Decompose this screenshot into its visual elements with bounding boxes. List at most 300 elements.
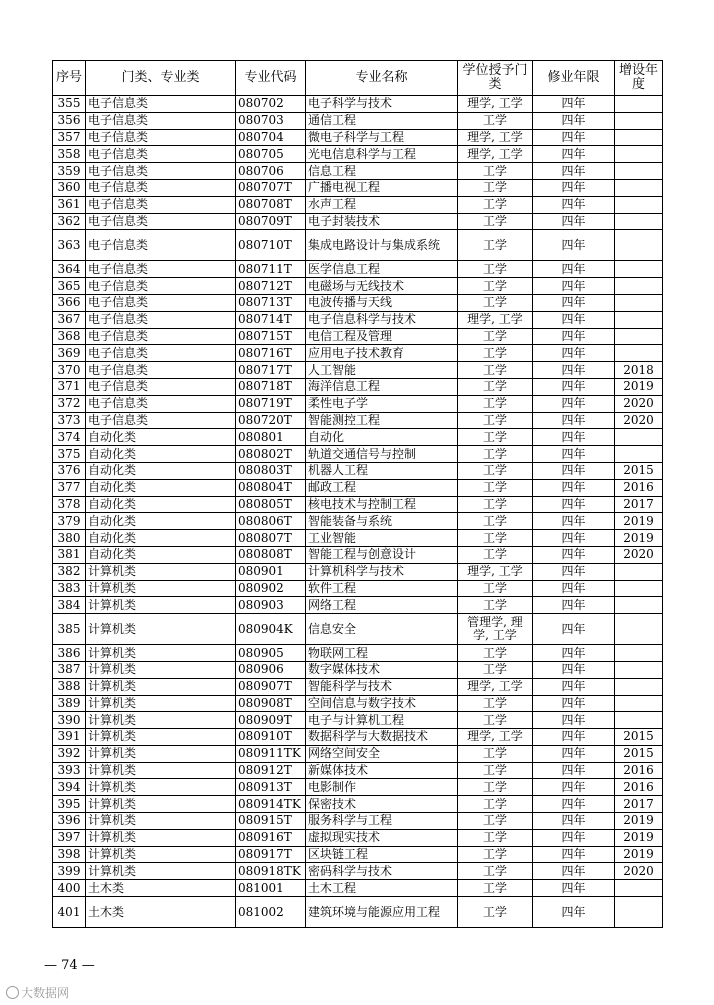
row-seq: 392: [53, 745, 86, 762]
row-category: 计算机类: [86, 863, 236, 880]
table-row: [53, 278, 663, 295]
row-category: 自动化类: [86, 546, 236, 563]
header-row: [53, 61, 663, 96]
row-duration: 四年: [533, 213, 615, 230]
row-category: 计算机类: [86, 846, 236, 863]
row-degree: 管理学, 理学, 工学: [458, 614, 533, 645]
row-duration: 四年: [533, 328, 615, 345]
row-duration: 四年: [533, 230, 615, 261]
row-category: 计算机类: [86, 712, 236, 729]
row-code: 080803T: [236, 462, 306, 479]
header-category: 门类、专业类: [86, 61, 236, 96]
row-name: 区块链工程: [306, 846, 458, 863]
row-seq: 397: [53, 829, 86, 846]
table-row: [53, 412, 663, 429]
row-year: 2018: [615, 362, 663, 379]
row-year: 2020: [615, 412, 663, 429]
table-row: [53, 897, 663, 928]
row-category: 电子信息类: [86, 146, 236, 163]
row-degree: 工学: [458, 294, 533, 311]
row-code: 080710T: [236, 230, 306, 261]
row-degree: 工学: [458, 813, 533, 830]
row-category: 电子信息类: [86, 328, 236, 345]
row-name: 人工智能: [306, 362, 458, 379]
table-row: [53, 446, 663, 463]
row-duration: 四年: [533, 294, 615, 311]
table-row: [53, 712, 663, 729]
header-code: 专业代码: [236, 61, 306, 96]
table-row: [53, 597, 663, 614]
row-year: [615, 179, 663, 196]
row-degree: 工学: [458, 645, 533, 662]
table-row: [53, 213, 663, 230]
row-code: 080907T: [236, 678, 306, 695]
row-seq: 373: [53, 412, 86, 429]
row-year: 2016: [615, 779, 663, 796]
row-category: 电子信息类: [86, 129, 236, 146]
table-row: [53, 695, 663, 712]
table-row: [53, 614, 663, 645]
row-category: 计算机类: [86, 563, 236, 580]
row-category: 电子信息类: [86, 362, 236, 379]
table-row: [53, 745, 663, 762]
row-seq: 368: [53, 328, 86, 345]
row-code: 080711T: [236, 261, 306, 278]
row-year: [615, 311, 663, 328]
row-duration: 四年: [533, 179, 615, 196]
row-name: 工业智能: [306, 530, 458, 547]
row-name: 新媒体技术: [306, 762, 458, 779]
table-row: [53, 261, 663, 278]
watermark-text: 大数据网: [21, 986, 70, 1000]
row-duration: 四年: [533, 378, 615, 395]
row-degree: 工学: [458, 513, 533, 530]
row-degree: 工学: [458, 880, 533, 897]
row-year: 2017: [615, 496, 663, 513]
row-code: 080908T: [236, 695, 306, 712]
row-code: 080713T: [236, 294, 306, 311]
row-degree: 工学: [458, 695, 533, 712]
row-duration: 四年: [533, 712, 615, 729]
row-seq: 393: [53, 762, 86, 779]
row-category: 计算机类: [86, 645, 236, 662]
row-category: 电子信息类: [86, 163, 236, 180]
row-category: 计算机类: [86, 661, 236, 678]
row-degree: 工学: [458, 429, 533, 446]
row-duration: 四年: [533, 829, 615, 846]
row-year: 2019: [615, 846, 663, 863]
row-degree: 工学: [458, 261, 533, 278]
table-row: [53, 678, 663, 695]
table-row: [53, 163, 663, 180]
table-row: [53, 813, 663, 830]
row-duration: 四年: [533, 846, 615, 863]
row-code: 080903: [236, 597, 306, 614]
row-name: 自动化: [306, 429, 458, 446]
row-degree: 工学: [458, 345, 533, 362]
row-duration: 四年: [533, 311, 615, 328]
row-code: 080702: [236, 96, 306, 113]
row-code: 080708T: [236, 196, 306, 213]
row-duration: 四年: [533, 863, 615, 880]
row-seq: 379: [53, 513, 86, 530]
row-year: [615, 446, 663, 463]
row-name: 电子与计算机工程: [306, 712, 458, 729]
row-name: 数据科学与大数据技术: [306, 729, 458, 746]
row-degree: 工学: [458, 779, 533, 796]
table-row: [53, 880, 663, 897]
row-year: 2015: [615, 745, 663, 762]
row-year: 2016: [615, 479, 663, 496]
row-seq: 387: [53, 661, 86, 678]
row-name: 柔性电子学: [306, 395, 458, 412]
row-code: 080807T: [236, 530, 306, 547]
row-name: 电影制作: [306, 779, 458, 796]
row-seq: 375: [53, 446, 86, 463]
row-degree: 工学: [458, 213, 533, 230]
row-code: 080703: [236, 112, 306, 129]
table-row: [53, 345, 663, 362]
row-category: 土木类: [86, 897, 236, 928]
row-name: 计算机科学与技术: [306, 563, 458, 580]
row-code: 080804T: [236, 479, 306, 496]
row-year: [615, 96, 663, 113]
row-year: 2020: [615, 546, 663, 563]
row-year: [615, 597, 663, 614]
row-category: 电子信息类: [86, 395, 236, 412]
row-year: 2016: [615, 762, 663, 779]
row-year: 2020: [615, 863, 663, 880]
row-code: 081001: [236, 880, 306, 897]
row-duration: 四年: [533, 429, 615, 446]
row-seq: 382: [53, 563, 86, 580]
row-category: 电子信息类: [86, 412, 236, 429]
table-row: [53, 129, 663, 146]
row-duration: 四年: [533, 196, 615, 213]
row-year: [615, 429, 663, 446]
row-degree: 工学: [458, 395, 533, 412]
row-degree: 工学: [458, 230, 533, 261]
row-name: 光电信息科学与工程: [306, 146, 458, 163]
row-category: 自动化类: [86, 513, 236, 530]
row-seq: 372: [53, 395, 86, 412]
row-seq: 396: [53, 813, 86, 830]
row-duration: 四年: [533, 345, 615, 362]
row-seq: 399: [53, 863, 86, 880]
header-duration: 修业年限: [533, 61, 615, 96]
row-code: 080716T: [236, 345, 306, 362]
row-seq: 395: [53, 796, 86, 813]
row-seq: 389: [53, 695, 86, 712]
row-duration: 四年: [533, 530, 615, 547]
row-duration: 四年: [533, 897, 615, 928]
row-duration: 四年: [533, 446, 615, 463]
row-name: 信息安全: [306, 614, 458, 645]
row-category: 自动化类: [86, 479, 236, 496]
row-name: 电磁场与无线技术: [306, 278, 458, 295]
row-code: 080905: [236, 645, 306, 662]
row-duration: 四年: [533, 261, 615, 278]
row-duration: 四年: [533, 745, 615, 762]
row-code: 080910T: [236, 729, 306, 746]
row-name: 土木工程: [306, 880, 458, 897]
row-name: 轨道交通信号与控制: [306, 446, 458, 463]
row-duration: 四年: [533, 395, 615, 412]
row-code: 080909T: [236, 712, 306, 729]
row-degree: 工学: [458, 597, 533, 614]
row-seq: 366: [53, 294, 86, 311]
row-code: 080717T: [236, 362, 306, 379]
row-year: 2019: [615, 530, 663, 547]
row-name: 服务科学与工程: [306, 813, 458, 830]
row-code: 080714T: [236, 311, 306, 328]
row-category: 计算机类: [86, 695, 236, 712]
row-code: 080707T: [236, 179, 306, 196]
row-degree: 工学: [458, 712, 533, 729]
row-duration: 四年: [533, 112, 615, 129]
table-row: [53, 311, 663, 328]
row-name: 机器人工程: [306, 462, 458, 479]
row-seq: 386: [53, 645, 86, 662]
row-name: 通信工程: [306, 112, 458, 129]
row-year: 2019: [615, 513, 663, 530]
row-category: 自动化类: [86, 530, 236, 547]
row-duration: 四年: [533, 412, 615, 429]
row-seq: 400: [53, 880, 86, 897]
row-seq: 377: [53, 479, 86, 496]
row-seq: 391: [53, 729, 86, 746]
row-code: 080806T: [236, 513, 306, 530]
row-category: 电子信息类: [86, 112, 236, 129]
row-degree: 工学: [458, 580, 533, 597]
row-seq: 365: [53, 278, 86, 295]
table-row: [53, 729, 663, 746]
table-row: [53, 496, 663, 513]
row-duration: 四年: [533, 779, 615, 796]
row-degree: 理学, 工学: [458, 729, 533, 746]
row-category: 计算机类: [86, 745, 236, 762]
table-row: [53, 779, 663, 796]
row-code: 080805T: [236, 496, 306, 513]
row-name: 数字媒体技术: [306, 661, 458, 678]
row-name: 空间信息与数字技术: [306, 695, 458, 712]
row-seq: 390: [53, 712, 86, 729]
table-row: [53, 762, 663, 779]
row-year: [615, 645, 663, 662]
row-category: 计算机类: [86, 813, 236, 830]
row-name: 物联网工程: [306, 645, 458, 662]
row-name: 海洋信息工程: [306, 378, 458, 395]
table-row: [53, 563, 663, 580]
row-year: 2017: [615, 796, 663, 813]
row-degree: 工学: [458, 745, 533, 762]
header-seq: 序号: [53, 61, 86, 96]
table-row: [53, 863, 663, 880]
row-seq: 376: [53, 462, 86, 479]
row-category: 电子信息类: [86, 96, 236, 113]
row-name: 软件工程: [306, 580, 458, 597]
row-code: 080917T: [236, 846, 306, 863]
row-year: [615, 230, 663, 261]
row-year: [615, 294, 663, 311]
row-degree: 工学: [458, 546, 533, 563]
table-row: [53, 661, 663, 678]
row-code: 080914TK: [236, 796, 306, 813]
row-degree: 工学: [458, 661, 533, 678]
row-seq: 357: [53, 129, 86, 146]
row-seq: 398: [53, 846, 86, 863]
row-seq: 371: [53, 378, 86, 395]
row-seq: 381: [53, 546, 86, 563]
row-duration: 四年: [533, 614, 615, 645]
row-name: 水声工程: [306, 196, 458, 213]
row-name: 虚拟现实技术: [306, 829, 458, 846]
row-code: 080916T: [236, 829, 306, 846]
row-degree: 工学: [458, 863, 533, 880]
row-code: 080718T: [236, 378, 306, 395]
row-name: 智能测控工程: [306, 412, 458, 429]
table-row: [53, 362, 663, 379]
row-code: 080906: [236, 661, 306, 678]
row-code: 080719T: [236, 395, 306, 412]
row-year: [615, 163, 663, 180]
row-code: 080706: [236, 163, 306, 180]
row-year: [615, 661, 663, 678]
row-category: 计算机类: [86, 829, 236, 846]
row-degree: 工学: [458, 163, 533, 180]
row-degree: 工学: [458, 496, 533, 513]
row-name: 电信工程及管理: [306, 328, 458, 345]
table-row: [53, 546, 663, 563]
row-category: 电子信息类: [86, 294, 236, 311]
row-category: 电子信息类: [86, 345, 236, 362]
table-row: [53, 829, 663, 846]
row-degree: 工学: [458, 179, 533, 196]
row-year: [615, 146, 663, 163]
row-year: [615, 580, 663, 597]
row-year: [615, 196, 663, 213]
row-category: 计算机类: [86, 597, 236, 614]
row-code: 080915T: [236, 813, 306, 830]
row-year: [615, 278, 663, 295]
row-name: 电子封装技术: [306, 213, 458, 230]
row-code: 080801: [236, 429, 306, 446]
row-year: 2020: [615, 395, 663, 412]
row-duration: 四年: [533, 146, 615, 163]
row-year: [615, 345, 663, 362]
table-row: [53, 294, 663, 311]
table-row: [53, 580, 663, 597]
row-duration: 四年: [533, 645, 615, 662]
table-row: [53, 196, 663, 213]
row-category: 电子信息类: [86, 261, 236, 278]
row-degree: 工学: [458, 196, 533, 213]
row-duration: 四年: [533, 762, 615, 779]
row-category: 计算机类: [86, 779, 236, 796]
row-duration: 四年: [533, 96, 615, 113]
row-year: [615, 563, 663, 580]
row-code: 080808T: [236, 546, 306, 563]
row-seq: 394: [53, 779, 86, 796]
row-duration: 四年: [533, 129, 615, 146]
row-duration: 四年: [533, 163, 615, 180]
row-name: 保密技术: [306, 796, 458, 813]
row-seq: 363: [53, 230, 86, 261]
row-seq: 380: [53, 530, 86, 547]
row-duration: 四年: [533, 695, 615, 712]
row-code: 080715T: [236, 328, 306, 345]
row-seq: 367: [53, 311, 86, 328]
row-name: 信息工程: [306, 163, 458, 180]
row-code: 080712T: [236, 278, 306, 295]
row-category: 计算机类: [86, 729, 236, 746]
row-duration: 四年: [533, 580, 615, 597]
row-year: [615, 213, 663, 230]
row-category: 计算机类: [86, 614, 236, 645]
row-degree: 工学: [458, 412, 533, 429]
row-degree: 工学: [458, 897, 533, 928]
watermark: [6, 984, 69, 1001]
row-duration: 四年: [533, 513, 615, 530]
row-year: [615, 678, 663, 695]
row-category: 计算机类: [86, 796, 236, 813]
table-row: [53, 462, 663, 479]
row-duration: 四年: [533, 362, 615, 379]
row-degree: 工学: [458, 278, 533, 295]
row-code: 080709T: [236, 213, 306, 230]
row-name: 邮政工程: [306, 479, 458, 496]
table-row: [53, 96, 663, 113]
row-seq: 369: [53, 345, 86, 362]
table-row: [53, 796, 663, 813]
row-code: 080802T: [236, 446, 306, 463]
row-duration: 四年: [533, 678, 615, 695]
row-seq: 384: [53, 597, 86, 614]
row-seq: 355: [53, 96, 86, 113]
row-degree: 工学: [458, 362, 533, 379]
row-category: 电子信息类: [86, 213, 236, 230]
row-category: 自动化类: [86, 496, 236, 513]
row-degree: 理学, 工学: [458, 678, 533, 695]
row-degree: 工学: [458, 846, 533, 863]
row-degree: 工学: [458, 378, 533, 395]
table-row: [53, 230, 663, 261]
row-category: 自动化类: [86, 462, 236, 479]
row-degree: 理学, 工学: [458, 146, 533, 163]
row-code: 080901: [236, 563, 306, 580]
row-name: 电子信息科学与技术: [306, 311, 458, 328]
majors-table: [52, 60, 663, 928]
row-year: 2019: [615, 378, 663, 395]
row-duration: 四年: [533, 729, 615, 746]
table-row: [53, 530, 663, 547]
row-duration: 四年: [533, 546, 615, 563]
row-category: 电子信息类: [86, 378, 236, 395]
row-year: [615, 328, 663, 345]
row-name: 智能工程与创意设计: [306, 546, 458, 563]
row-category: 自动化类: [86, 429, 236, 446]
table-row: [53, 429, 663, 446]
row-seq: 360: [53, 179, 86, 196]
row-name: 广播电视工程: [306, 179, 458, 196]
row-name: 集成电路设计与集成系统: [306, 230, 458, 261]
row-seq: 359: [53, 163, 86, 180]
row-seq: 385: [53, 614, 86, 645]
row-seq: 362: [53, 213, 86, 230]
row-seq: 361: [53, 196, 86, 213]
row-year: 2019: [615, 813, 663, 830]
row-degree: 理学, 工学: [458, 96, 533, 113]
